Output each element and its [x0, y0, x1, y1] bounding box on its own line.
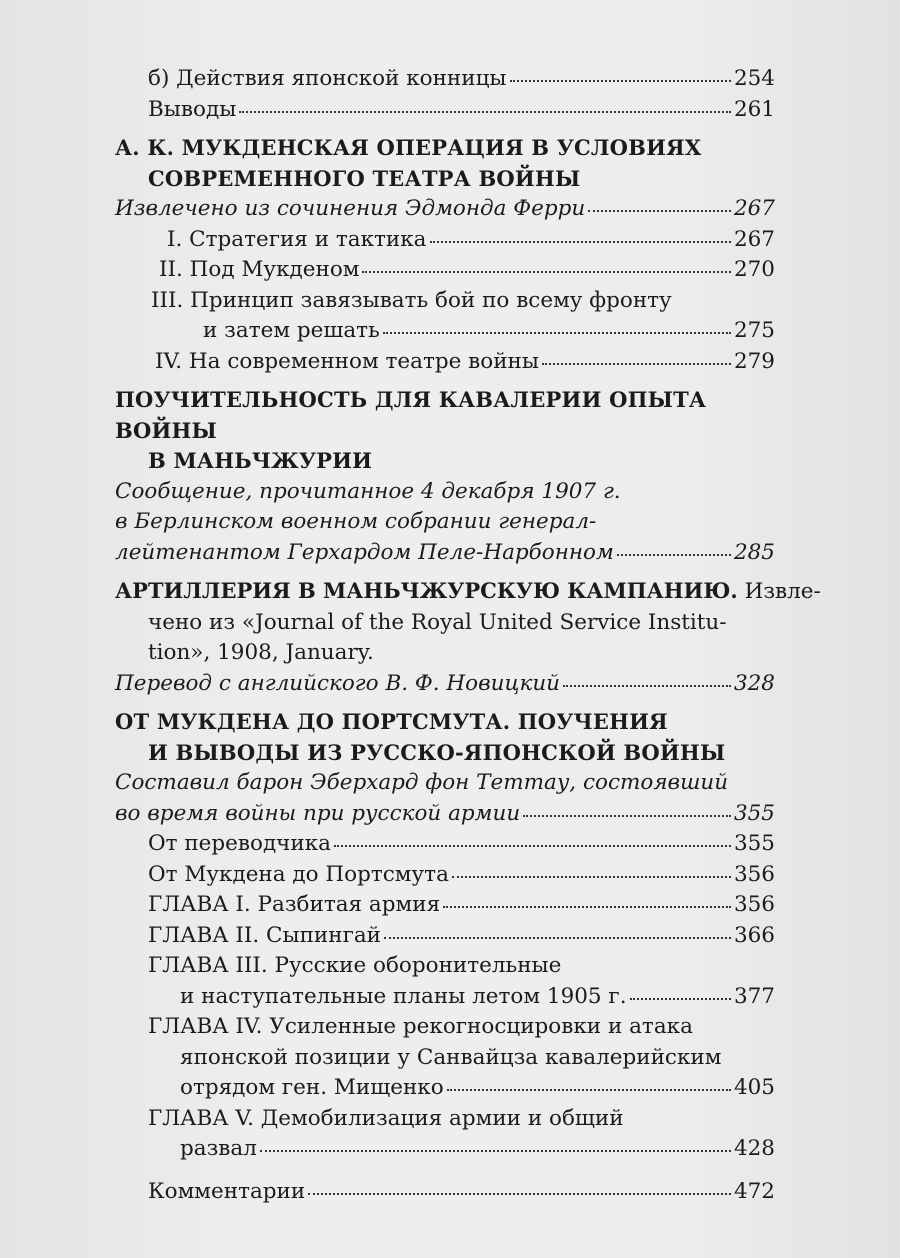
- dot-leader: [510, 80, 731, 82]
- toc-entry: [115, 95, 775, 126]
- dot-leader: [239, 111, 731, 113]
- dot-leader: [384, 937, 731, 939]
- dot-leader: [523, 815, 731, 817]
- toc-entry-line: чено из «Journal of the Royal United Service Institu-: [148, 609, 727, 635]
- toc-source-entry: во время войны при русской армии 355: [115, 800, 775, 826]
- toc-entry: развал 428: [180, 1136, 775, 1161]
- toc-entry: От Мукдена до Портсмута 356: [148, 861, 775, 887]
- toc-source-line: в Берлинском военном собрании генерал-: [115, 509, 597, 534]
- toc-entry-line: III. Принцип завязывать бой по всему фронту: [151, 287, 672, 313]
- toc-entry: ГЛАВА II. Сыпингай 366: [148, 922, 775, 948]
- dot-leader: [617, 554, 731, 556]
- dot-leader: [260, 1150, 731, 1152]
- toc-entry: Комментарии 472: [148, 1178, 775, 1204]
- toc-entry: [115, 64, 775, 95]
- dot-leader: [334, 845, 731, 847]
- toc-entry: IV. На современном театре войны 279: [155, 348, 775, 374]
- dot-leader: [542, 363, 731, 365]
- dot-leader: [362, 271, 730, 273]
- toc-source-line: Составил барон Эберхард фон Теттау, состоявший: [115, 770, 729, 795]
- toc-entry: ГЛАВА I. Разбитая армия 356: [148, 892, 775, 917]
- toc-entry-line: японской позиции у Санвайцза кавалерийским: [180, 1044, 722, 1070]
- toc-entry: отрядом ген. Мищенко 405: [180, 1075, 775, 1100]
- dot-leader: [452, 876, 731, 878]
- table-of-contents: [115, 64, 821, 1207]
- toc-entry-line: ГЛАВА IV. Усиленные рекогносцировки и атака: [148, 1014, 693, 1039]
- toc-entry-title: Выводы: [148, 96, 237, 122]
- section-heading: ПОУЧИТЕЛЬНОСТЬ ДЛЯ КАВАЛЕРИИ ОПЫТА ВОЙНЫ В МАНЬЧЖУРИИ: [115, 387, 707, 473]
- toc-source-entry: лейтенантом Герхардом Пеле-Нарбонном 285: [115, 539, 775, 565]
- toc-page-number: 254: [733, 66, 775, 91]
- dot-leader: [308, 1193, 731, 1195]
- dot-leader: [443, 906, 731, 908]
- dot-leader: [447, 1089, 731, 1091]
- toc-entry-line: tion», 1908, January.: [148, 640, 374, 665]
- toc-page-number: 261: [733, 96, 775, 122]
- dot-leader: [630, 998, 731, 1000]
- dot-leader: [563, 685, 731, 687]
- toc-entry: и наступательные планы летом 1905 г. 377: [180, 983, 775, 1009]
- toc-entry: и затем решать 275: [203, 318, 775, 343]
- toc-entry: II. Под Мукденом 270: [159, 257, 775, 282]
- dot-leader: [588, 210, 731, 212]
- toc-entry-line: ГЛАВА V. Демобилизация армии и общий: [148, 1105, 624, 1131]
- toc-entry-line: ГЛАВА III. Русские оборонительные: [148, 953, 562, 978]
- dot-leader: [383, 332, 731, 334]
- toc-entry: От переводчика 355: [148, 831, 775, 856]
- toc-source-line: Сообщение, прочитанное 4 декабря 1907 г.: [115, 478, 621, 504]
- dot-leader: [430, 241, 731, 243]
- toc-source-entry: Перевод с английского В. Ф. Новицкий 328: [115, 670, 775, 696]
- section-heading: ОТ МУКДЕНА ДО ПОРТСМУТА. ПОУЧЕНИЯ И ВЫВОДЫ ИЗ РУССКО-ЯПОНСКОЙ ВОЙНЫ: [115, 709, 726, 765]
- section-heading: А. К. МУКДЕНСКАЯ ОПЕРАЦИЯ В УСЛОВИЯХ СОВРЕМЕННОГО ТЕАТРА ВОЙНЫ: [115, 135, 702, 191]
- toc-entry: I. Стратегия и тактика 267: [167, 226, 775, 252]
- toc-entry-line: АРТИЛЛЕРИЯ В МАНЬЧЖУРСКУЮ КАМПАНИЮ. Извле-: [115, 578, 821, 604]
- toc-source-entry: Извлечено из сочинения Эдмонда Ферри 267: [115, 196, 775, 221]
- toc-entry-title: б) Действия японской конницы: [148, 66, 507, 91]
